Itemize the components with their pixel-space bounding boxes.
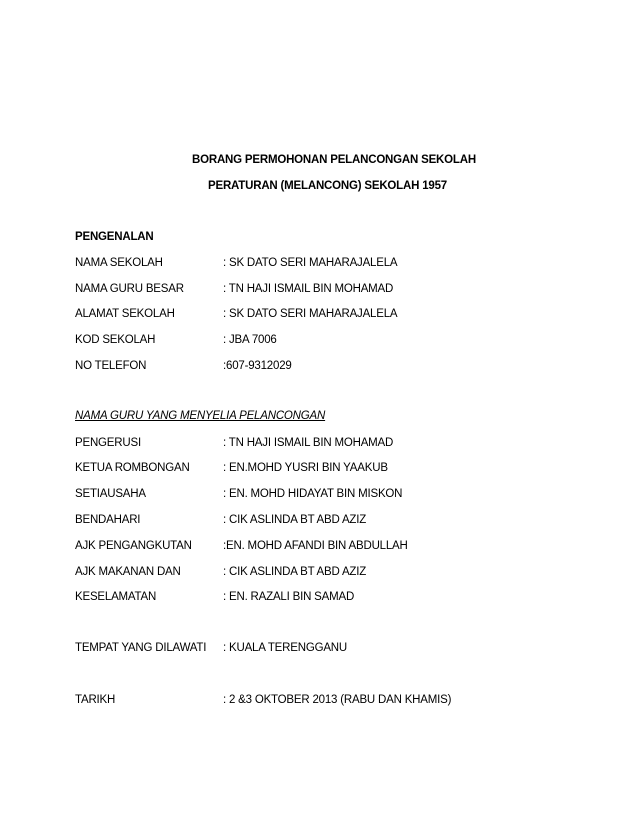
row-value: : SK DATO SERI MAHARAJALELA xyxy=(223,257,398,269)
tempat-value: : KUALA TERENGGANU xyxy=(223,642,348,654)
row-value: :607-9312029 xyxy=(223,360,292,372)
row-label: AJK MAKANAN DAN xyxy=(75,566,181,578)
title-line-1: BORANG PERMOHONAN PELANCONGAN SEKOLAH xyxy=(192,154,476,166)
row-label: ALAMAT SEKOLAH xyxy=(75,308,175,320)
guru-heading: NAMA GURU YANG MENYELIA PELANCONGAN xyxy=(75,410,326,422)
row-value: : JBA 7006 xyxy=(223,334,277,346)
row-label: PENGERUSI xyxy=(75,437,141,449)
tarikh-value: : 2 &3 OKTOBER 2013 (RABU DAN KHAMIS) xyxy=(223,694,452,706)
tarikh-label: TARIKH xyxy=(75,694,116,706)
title-line-2: PERATURAN (MELANCONG) SEKOLAH 1957 xyxy=(208,180,447,192)
row-value: : TN HAJI ISMAIL BIN MOHAMAD xyxy=(223,283,394,295)
row-label: NO TELEFON xyxy=(75,360,147,372)
row-label: NAMA SEKOLAH xyxy=(75,257,163,269)
row-label: AJK PENGANGKUTAN xyxy=(75,540,192,552)
row-label: BENDAHARI xyxy=(75,514,141,526)
row-value: : EN. RAZALI BIN SAMAD xyxy=(223,591,355,603)
row-value: : CIK ASLINDA BT ABD AZIZ xyxy=(223,514,367,526)
row-label: KOD SEKOLAH xyxy=(75,334,156,346)
row-value: : SK DATO SERI MAHARAJALELA xyxy=(223,308,398,320)
row-value: : EN.MOHD YUSRI BIN YAAKUB xyxy=(223,462,388,474)
row-label: KETUA ROMBONGAN xyxy=(75,462,190,474)
row-value: : CIK ASLINDA BT ABD AZIZ xyxy=(223,566,367,578)
tempat-label: TEMPAT YANG DILAWATI xyxy=(75,642,207,654)
row-label: SETIAUSAHA xyxy=(75,488,146,500)
row-value: :EN. MOHD AFANDI BIN ABDULLAH xyxy=(223,540,408,552)
row-value: : EN. MOHD HIDAYAT BIN MISKON xyxy=(223,488,403,500)
row-label: NAMA GURU BESAR xyxy=(75,283,184,295)
row-label: KESELAMATAN xyxy=(75,591,157,603)
pengenalan-heading: PENGENALAN xyxy=(75,231,154,243)
row-value: : TN HAJI ISMAIL BIN MOHAMAD xyxy=(223,437,394,449)
